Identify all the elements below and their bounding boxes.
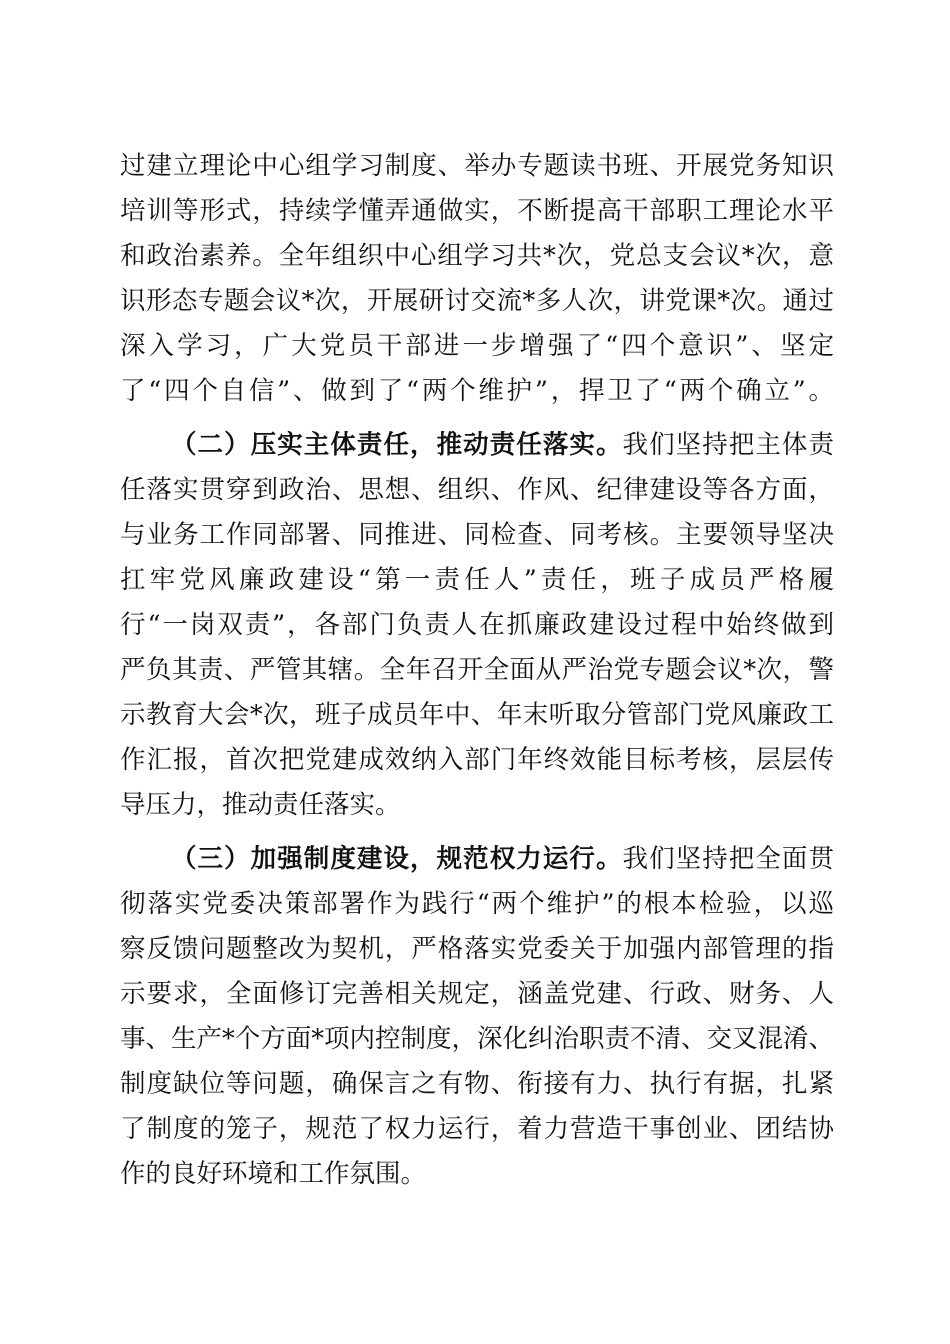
section-heading: （二）压实主体责任，推动责任落实。: [171, 430, 623, 460]
paragraph-3: [120, 837, 834, 1197]
paragraph-line: 示教育大会*次，班子成员年中、年末听取分管部门党风廉政工: [120, 700, 834, 730]
paragraph-line: 严负其责、严管其辖。全年召开全面从严治党专题会议*次，警: [120, 655, 834, 685]
paragraph-line: 彻落实党委决策部署作为践行“两个维护”的根本检验，以巡: [120, 889, 834, 919]
paragraph-line: 示要求，全面修订完善相关规定，涵盖党建、行政、财务、人: [120, 979, 834, 1009]
paragraph-line: 过建立理论中心组学习制度、举办专题读书班、开展党务知识: [120, 151, 834, 181]
section-heading: （三）加强制度建设，规范权力运行。: [171, 844, 623, 874]
paragraph-line: 事、生产*个方面*项内控制度，深化纠治职责不清、交叉混淆、: [120, 1024, 835, 1054]
paragraph-line: 任落实贯穿到政治、思想、组织、作风、纪律建设等各方面，: [120, 475, 834, 505]
paragraph-first-line: [120, 423, 834, 468]
paragraph-line: 培训等形式，持续学懂弄通做实，不断提高干部职工理论水平: [120, 196, 834, 226]
paragraph-line: 行“一岗双责”，各部门负责人在抓廉政建设过程中始终做到: [120, 610, 834, 640]
paragraph-line: 制度缺位等问题，确保言之有物、衔接有力、执行有据，扎紧: [120, 1069, 834, 1099]
paragraph-line: 了制度的笼子，规范了权力运行，着力营造干事创业、团结协: [120, 1114, 834, 1144]
paragraph-1: [120, 144, 834, 414]
paragraph-line: 了“四个自信”、做到了“两个维护”，捍卫了“两个确立”。: [120, 376, 834, 406]
paragraph-line: 与业务工作同部署、同推进、同检查、同考核。主要领导坚决: [120, 520, 834, 550]
document-page: [120, 144, 834, 1197]
paragraph-line: 识形态专题会议*次，开展研讨交流*多人次，讲党课*次。通过: [120, 286, 834, 316]
paragraph-line: 和政治素养。全年组织中心组学习共*次，党总支会议*次，意: [120, 241, 834, 271]
paragraph-text: 我们坚持把主体责: [622, 430, 834, 460]
paragraph-first-line: [120, 837, 834, 882]
paragraph-2: [120, 423, 834, 828]
paragraph-line: 扛牢党风廉政建设“第一责任人”责任，班子成员严格履: [120, 565, 834, 595]
paragraph-line: 导压力，推动责任落实。: [120, 790, 401, 820]
paragraph-line: 深入学习，广大党员干部进一步增强了“四个意识”、坚定: [120, 331, 834, 361]
paragraph-line: 作汇报，首次把党建成效纳入部门年终效能目标考核，层层传: [120, 745, 834, 775]
paragraph-line: 作的良好环境和工作氛围。: [120, 1159, 427, 1189]
paragraph-text: 我们坚持把全面贯: [622, 844, 834, 874]
paragraph-line: 察反馈问题整改为契机，严格落实党委关于加强内部管理的指: [120, 934, 834, 964]
